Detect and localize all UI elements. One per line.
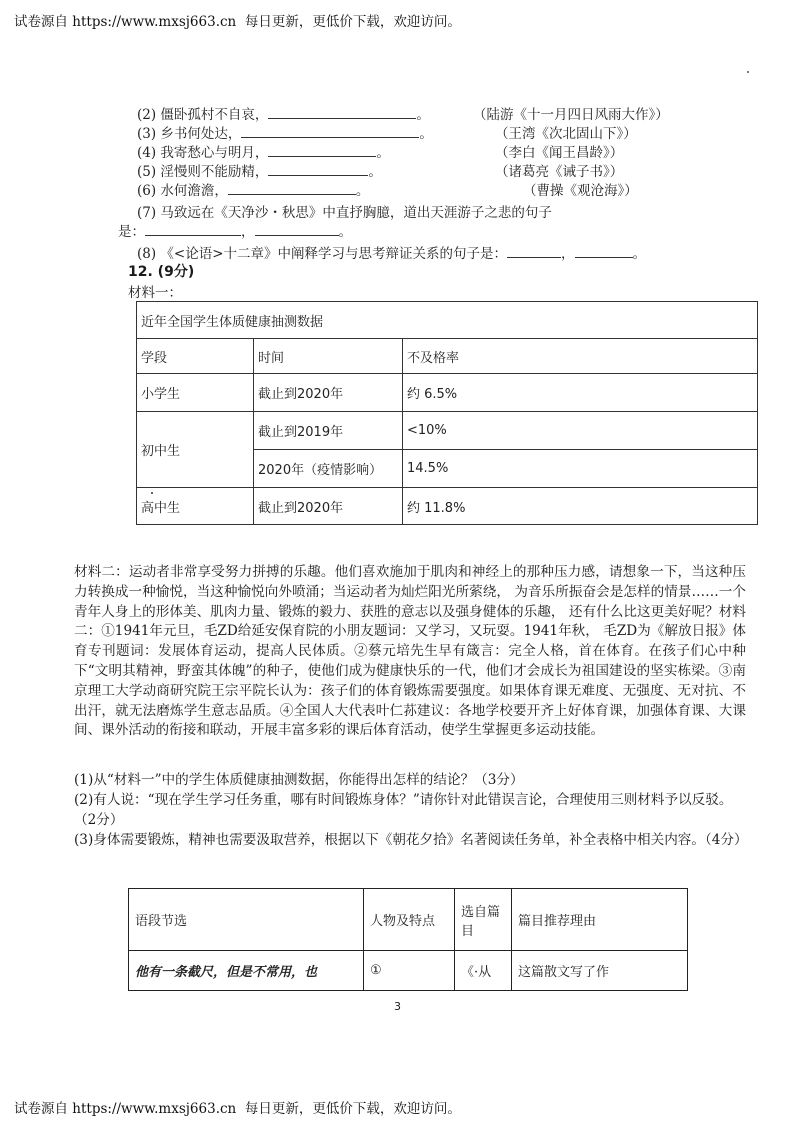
cell-rate: 约 6.5% [403,374,758,412]
fill-item-8: (8) 《<论语>十二章》中阐释学习与思考辩证关系的句子是： ， 。 [137,246,647,262]
header-time: 时间 [254,339,403,374]
fill-item-3: (3) 乡书何处达， 。 （王湾《次北固山下》） [137,126,637,142]
fill-item-7: (7) 马致远在《天净沙・秋思》中直抒胸臆，道出天涯游子之悲的句子 [137,205,552,221]
fill-item-6: (6) 水何澹澹， 。 （曹操《观沧海》） [137,183,638,199]
page-number: 3 [394,1000,401,1013]
task-cell-excerpt: 他有一条截尺，但是不常用，也 [129,951,364,991]
question-12-3: (3)身体需要锻炼，精神也需要汲取营养，根据以下《朝花夕拾》名著阅读任务单，补全表格中相关内容。（4分） [74,832,748,848]
question-12-heading: 12. (9分) [128,264,195,280]
task-cell-reason: 这篇散文写了作 [512,951,688,991]
task-header-character: 人物及特点 [364,889,455,951]
fill-item-2: (2) 僵卧孤村不自哀， 。 （陆游《十一月四日风雨大作》） [137,107,669,123]
task-cell-chapter: 《·从 [455,951,512,991]
fill-item-5: (5) 淫慢则不能励精， 。 （诸葛亮《诫子书》） [137,164,624,180]
header-stage: 学段 [137,339,254,374]
fitness-data-table [136,301,758,525]
cell-stage: 高中生 [137,488,254,525]
task-header-chapter: 选自篇目 [455,889,512,951]
task-header-excerpt: 语段节选 [129,889,364,951]
fill-item-7-answer: 是： ， 。 [118,224,352,240]
table-title: 近年全国学生体质健康抽测数据 [137,302,758,339]
reading-task-table [128,888,688,991]
material-2-paragraph: 材料二：运动者非常享受努力拼搏的乐趣。他们喜欢施加于肌肉和神经上的那种压力感，请想象一下，当这种压力转换成一种愉悦，当这种愉悦向外喷涌；当运动者为灿烂阳光所萦绕， 为音乐所振奋会是怎样的情景……一个青年人身上的形体美、肌肉力量、锻炼的毅力、获胜的意志以及强身健体的乐趣， 还有什么比这更美好呢？材料二：①1941年元旦，毛ZD给延安保育院的小朋友题词：又学习，又玩耍。1941年秋， 毛ZD为《解放日报》体育专刊题词：发展体育运动，提高人民体质。②蔡元培先生早有箴言：完全人格，首在体育。在孩子们心中种下“文明其精神，野蛮其体魄”的种子，使他们成为健康快乐的一代，他们才会成长为祖国建设的坚实栋梁。③南京理工大学动商研究院王宗平院长认为：孩子们的体育锻炼需要强度。如果体育课无难度、无强度、无对抗、不出汗，就无法磨炼学生意志品质。④全国人大代表叶仁荪建议：各地学校要开齐上好体育课，加强体育课、大课间、课外活动的衔接和联动，开展丰富多彩的课后体育活动，使学生掌握更多运动技能。 [74,564,746,739]
cell-time: 截止到2020年 [254,488,403,525]
cell-rate: 约 11.8% [403,488,758,525]
cell-stage: 初中生 [137,412,254,488]
cell-stage: 小学生 [137,374,254,412]
cell-time: 2020年（疫情影响） [254,450,403,488]
header-rate: 不及格率 [403,339,758,374]
cell-rate: 14.5% [403,450,758,488]
cell-time: 截止到2020年 [254,374,403,412]
fill-item-4: (4) 我寄愁心与明月， 。 （李白《闻王昌龄》） [137,145,624,161]
dust-speck [747,71,749,73]
cell-rate: <10% [403,412,758,450]
material-1-label: 材料一： [128,285,182,301]
question-12-1: (1)从“材料一”中的学生体质健康抽测数据，你能得出怎样的结论？（3分） [74,772,524,788]
task-header-reason: 篇目推荐理由 [512,889,688,951]
top-banner: 试卷源自 https://www.mxsj663.cn 每日更新，更低价下载，欢迎访问。 [14,14,461,30]
bottom-banner: 试卷源自 https://www.mxsj663.cn 每日更新，更低价下载，欢迎访问。 [14,1101,461,1117]
question-12-2: (2)有人说：“现在学生学习任务重，哪有时间锻炼身体？”请你针对此错误言论，合理使用三则材料予以反驳。（2分） [74,792,733,828]
task-cell-character: ① [364,951,455,991]
cell-time: 截止到2019年 [254,412,403,450]
